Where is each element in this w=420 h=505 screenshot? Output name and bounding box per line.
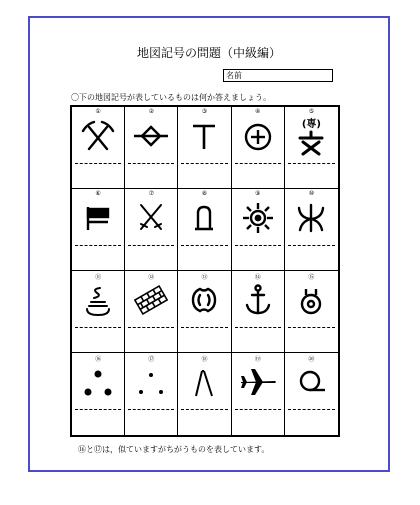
cell-number: ⑰ [148, 356, 155, 363]
three-dots-large-icon [78, 362, 118, 402]
cell-number: ⑤ [308, 108, 315, 115]
circle-antenna-icon [291, 280, 331, 320]
brick-wall-icon [131, 280, 171, 320]
symbol-cell [125, 271, 178, 353]
cell-number: ⑨ [255, 190, 261, 197]
answer-line[interactable] [75, 163, 121, 164]
symbol-cell [285, 189, 338, 271]
answer-line[interactable] [181, 409, 227, 410]
hot-spring-icon [78, 280, 118, 320]
cell-number: ⑳ [308, 356, 315, 363]
name-label: 名前 [226, 71, 242, 80]
anchor-icon [238, 280, 278, 320]
answer-line[interactable] [128, 245, 174, 246]
cell-number: ⑩ [308, 190, 315, 197]
symbol-cell [125, 189, 178, 271]
symbol-cell [72, 189, 125, 271]
crossed-pickaxes-icon [78, 116, 118, 156]
symbol-cell [178, 107, 231, 189]
symbol-cell [232, 189, 285, 271]
answer-line[interactable] [128, 409, 174, 410]
answer-line[interactable] [128, 163, 174, 164]
symbol-cell [178, 271, 231, 353]
symbol-cell [72, 271, 125, 353]
circle-cross-icon [238, 116, 278, 156]
school-senmon-icon [291, 116, 331, 156]
cell-number: ⑫ [148, 274, 155, 281]
answer-line[interactable] [235, 327, 281, 328]
symbol-cell [125, 107, 178, 189]
symbol-cell [285, 271, 338, 353]
cell-number: ⑮ [308, 274, 315, 281]
answer-line[interactable] [288, 245, 335, 246]
worksheet-title: 地図記号の問題（中級編） [136, 46, 281, 60]
answer-line[interactable] [181, 163, 227, 164]
monument-icon [184, 198, 224, 238]
diamond-line-icon [131, 116, 171, 156]
note-text: ⑯と⑰は，似ていますがちがうものを表しています。 [78, 445, 270, 454]
answer-line[interactable] [181, 245, 227, 246]
symbol-cell [232, 353, 285, 435]
symbol-cell [178, 353, 231, 435]
symbol-cell [178, 189, 231, 271]
symbol-grid [70, 105, 340, 437]
cell-number: ⑭ [254, 274, 261, 281]
answer-line[interactable] [75, 409, 121, 410]
worksheet [28, 16, 390, 472]
symbol-cell [72, 353, 125, 435]
peak-lines-icon [184, 362, 224, 402]
cell-number: ⑲ [254, 356, 261, 363]
airplane-icon [238, 362, 278, 402]
loop-icon [291, 362, 331, 402]
instruction-text: 〇下の地図記号が表しているものは何か答えましょう。 [71, 93, 271, 102]
answer-line[interactable] [288, 409, 335, 410]
answer-line[interactable] [128, 327, 174, 328]
crossed-swords-icon [131, 198, 171, 238]
symbol-cell [232, 107, 285, 189]
cell-number: ⑦ [148, 190, 154, 197]
bracket-shield-icon [184, 280, 224, 320]
name-field[interactable] [223, 69, 333, 82]
symbol-cell [285, 107, 338, 189]
answer-line[interactable] [75, 245, 121, 246]
cell-number: ① [95, 108, 101, 115]
answer-line[interactable] [288, 163, 335, 164]
answer-line[interactable] [288, 327, 335, 328]
sun-gear-icon [238, 198, 278, 238]
answer-line[interactable] [181, 327, 227, 328]
three-pronged-icon [291, 198, 331, 238]
t-shape-icon [184, 116, 224, 156]
senmon-label: (専) [301, 119, 321, 130]
cell-number: ⑬ [201, 274, 208, 281]
cell-number: ⑧ [201, 190, 208, 197]
symbol-cell [285, 353, 338, 435]
flag-bars-icon [78, 198, 118, 238]
cell-number: ⑥ [95, 190, 101, 197]
cell-number: ④ [255, 108, 261, 115]
answer-line[interactable] [75, 327, 121, 328]
cell-number: ⑯ [95, 356, 102, 363]
symbol-cell [72, 107, 125, 189]
symbol-cell [125, 353, 178, 435]
cell-number: ⑱ [201, 356, 208, 363]
cell-number: ③ [201, 108, 208, 115]
three-dots-small-icon [131, 362, 171, 402]
symbol-cell [232, 271, 285, 353]
answer-line[interactable] [235, 409, 281, 410]
answer-line[interactable] [235, 163, 281, 164]
answer-line[interactable] [235, 245, 281, 246]
cell-number: ⑪ [95, 274, 102, 281]
cell-number: ② [148, 108, 154, 115]
